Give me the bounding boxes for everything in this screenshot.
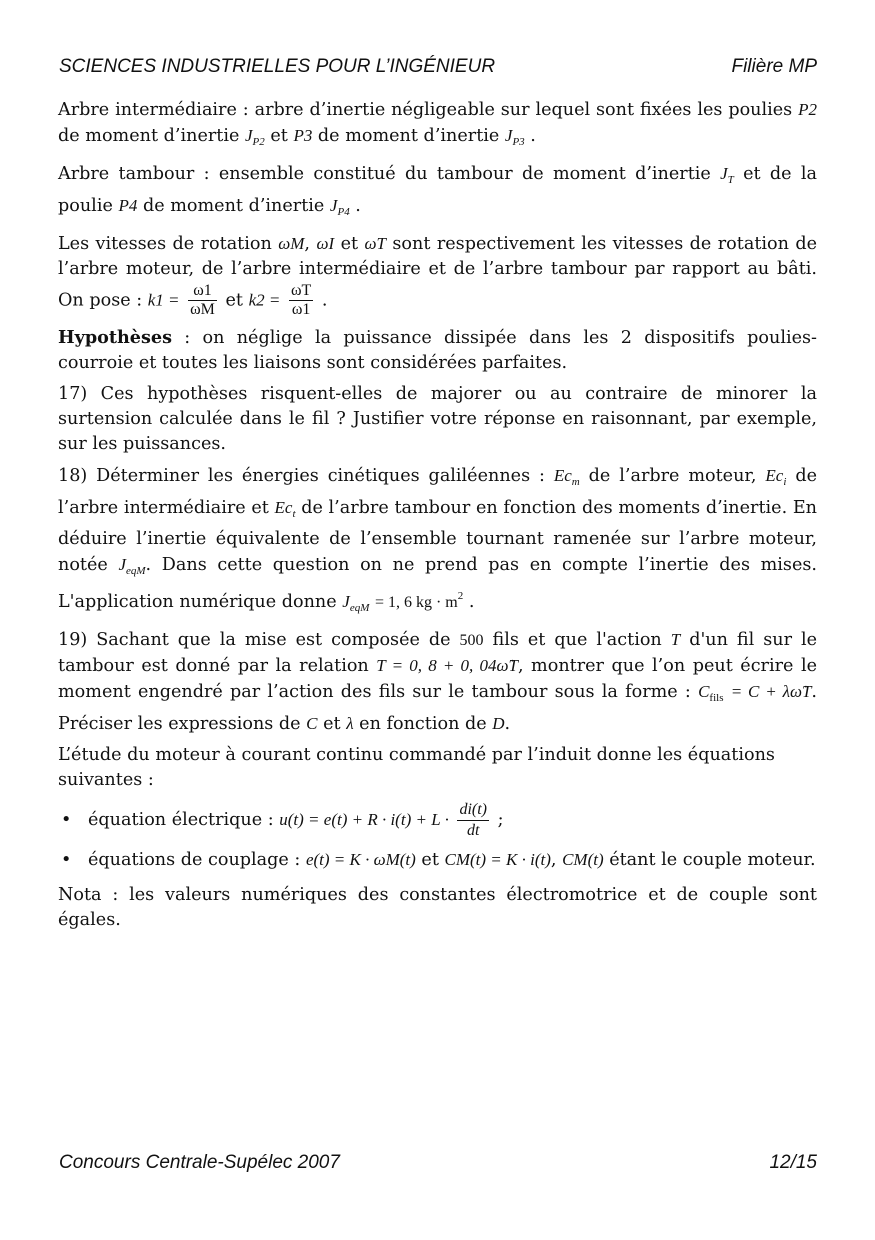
- fraction-k1: $\frac{\omega 1}{\omega M}$: [190, 282, 215, 318]
- paragraph-hypotheses: Hypothèses : on néglige la puissance dissipée dans les 2 dispositifs poulies-courroie et toutes les liaisons sont considérées parfaites.: [58, 327, 818, 373]
- paragraph-intermediate-shaft: Arbre intermédiaire : arbre d’inertie négligeable sur lequel sont fixées les poulies P2 de moment d’inertie $J_{P2}$ et P3 de moment d’inertie $J_{P3}$ .: [58, 100, 817, 148]
- header-track: Filière MP: [731, 56, 817, 77]
- document-body: [58, 97, 817, 939]
- bullet-electrical-equation: • équation électrique : u(t) = e(t) + R · i(t) + L · $\frac{di(t)}{dt}$ ;: [58, 799, 817, 841]
- bullet-icon: •: [61, 850, 72, 870]
- question-19: 19) Sachant que la mise est composée de 500 fils et que l'action T d'un fil sur le tambour est donné par la relation T = 0, 8 + 0, 04ω̇T, montrer que l’on peut écrire le moment engendré par l’action des fils sur le tambour sous la forme : $C_{fils} = C$ + λω̇T. Préciser les expressions de C et λ en fonction de D.: [58, 630, 818, 734]
- page-number: 12/15: [769, 1152, 817, 1173]
- question-17: 17) Ces hypothèses risquent-elles de majorer ou au contraire de minorer la surtension calculée dans le fil ? Justifier votre réponse en raisonnant, par exemple, sur les puissances.: [58, 384, 817, 454]
- question-18: 18) Déterminer les énergies cinétiques galiléennes : $Ec_m$ de l’arbre moteur, $Ec_i$ de l’arbre intermédiaire et $Ec_t$ de l’arbre tambour en fonction des moments d’inertie. En déduire l’inertie équivalente de l’ensemble tournant ramenée sur l’arbre moteur, notée $J_{eqM}$. Dans cette question on ne prend pas en compte l’inertie des mises. L'application numérique donne $J_{eqM} = 1$, 6 kg · $m^2$ .: [58, 466, 818, 614]
- paragraph-rotation-speeds: Les vitesses de rotation ωM, ωI et ωT sont respectivement les vitesses de rotation de l’arbre moteur, de l’arbre intermédiaire et de l’arbre tambour par rapport au bâti. On pose : k1 = $\frac{\omega 1}{\omega M}$ et k2 = $\frac{\omega T}{\omega 1}$ .: [58, 234, 818, 318]
- fraction-k2: $\frac{\omega T}{\omega 1}$: [290, 282, 312, 318]
- bullet-icon: •: [61, 810, 72, 830]
- paragraph-drum-shaft: Arbre tambour : ensemble constitué du tambour de moment d’inertie $J_T$ et de la poulie P4 de moment d’inertie $J_{P4}$ .: [58, 164, 817, 218]
- paragraph-nota: Nota : les valeurs numériques des constantes électromotrice et de couple sont égales.: [58, 885, 817, 930]
- fraction-di-dt: $\frac{di(t)}{dt}$: [459, 800, 487, 839]
- header-title: SCIENCES INDUSTRIELLES POUR L’INGÉNIEUR: [59, 56, 496, 77]
- paragraph-motor-study: L’étude du moteur à courant continu commandé par l’induit donne les équations suivantes :: [58, 745, 775, 790]
- bullet-coupling-equations: • équations de couplage : e(t) = K · ωM(t) et CM(t) = K · i(t), CM(t) étant le couple moteur.: [58, 847, 817, 873]
- footer-source: Concours Centrale-Supélec 2007: [59, 1152, 340, 1173]
